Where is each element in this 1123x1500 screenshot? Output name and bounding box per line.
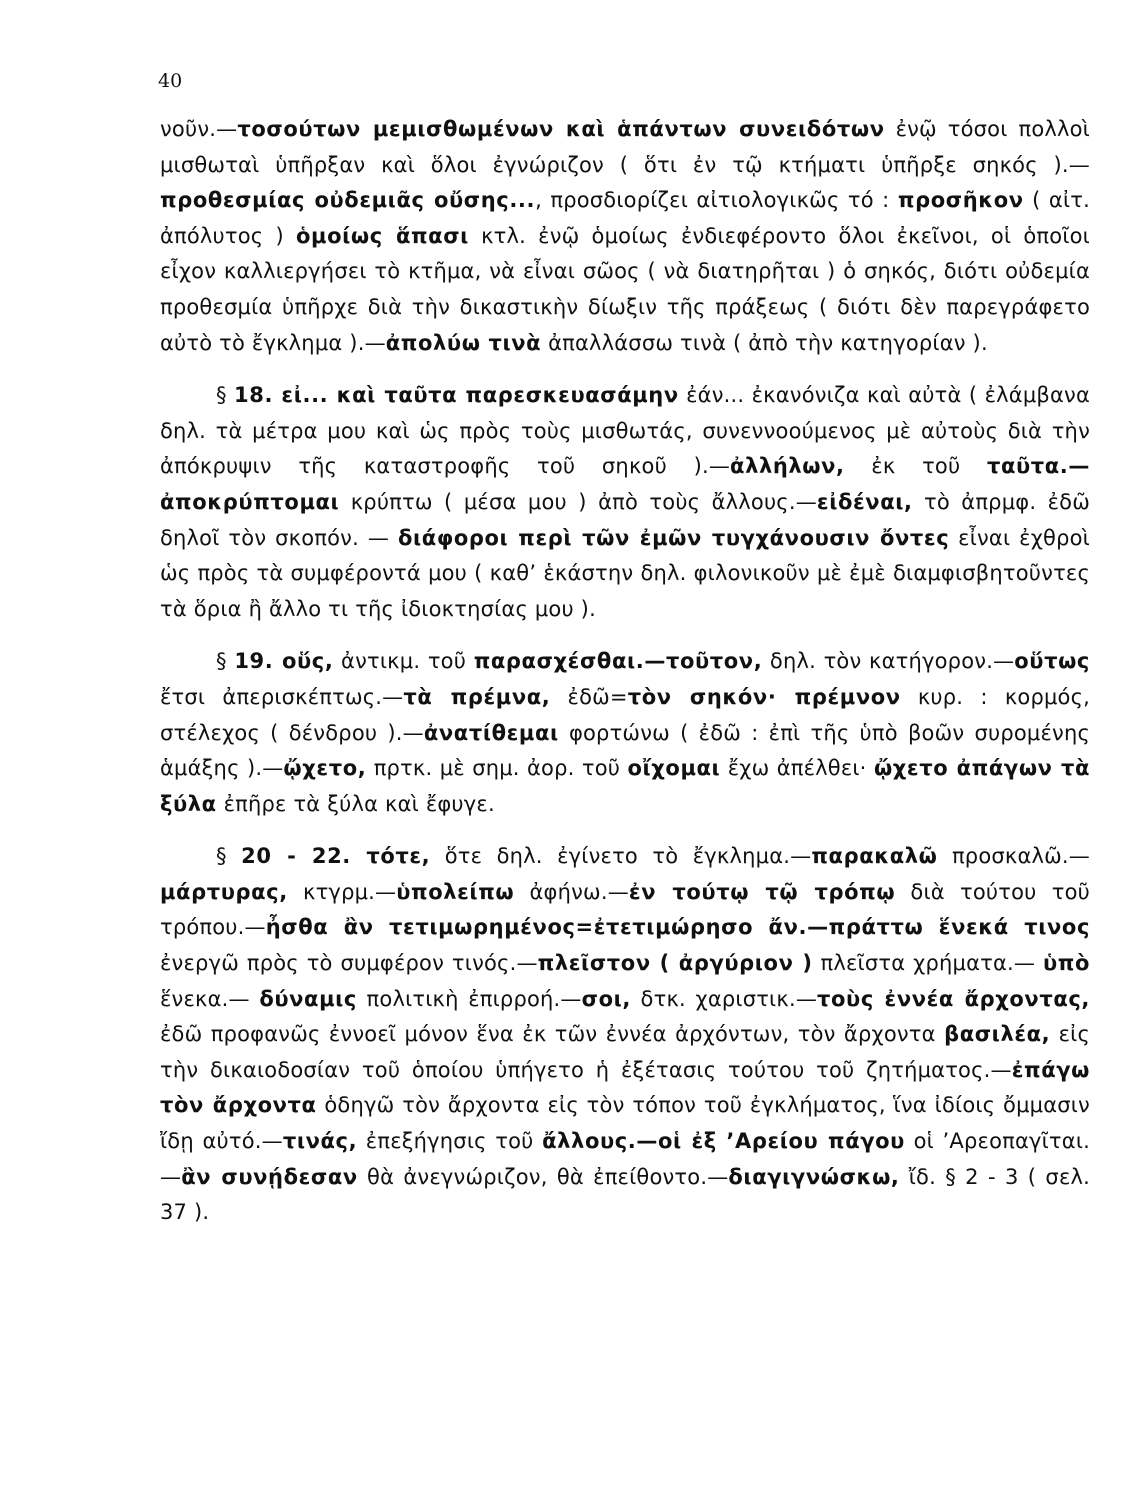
- gloss-text: ἀντικμ. τοῦ: [333, 649, 474, 674]
- lemma-bold: οὕτως: [1014, 649, 1090, 674]
- gloss-text: κτλ. ἐνῷ ὁμοίως ἐνδιεφέροντο ὅλοι ἐκεῖνοι, οἱ ὁποῖοι εἶχον καλλιεργήσει τὸ κτῆμα, νὰ εἶναι σῶος ( νὰ διατηρῆται ) ὁ σηκός, διότι οὐδεμία προθεσμία ὑπῆρχε διὰ τὴν δικαστικὴν δίωξιν τῆς πράξεως ( διότι δὲν παρεγράφετο αὐτὸ τὸ ἔγκλημα ).—: [160, 223, 1097, 355]
- gloss-text: ἔτσι ἀπερισκέπτως.—: [160, 649, 1097, 709]
- lemma-bold: 19. οὕς,: [234, 649, 334, 674]
- lemma-bold: βασιλέα,: [944, 1022, 1051, 1047]
- lemma-bold: μάρτυρας,: [160, 879, 288, 904]
- gloss-text: κυρ. : κορμός, στέλεχος ( δένδρου ).—: [160, 684, 1097, 745]
- lemma-bold: ὑπὸ: [1042, 951, 1091, 976]
- lemma-bold: ἀλλήλων,: [730, 454, 845, 479]
- gloss-text: ἀφήνω.—: [514, 879, 629, 904]
- lemma-bold: ἀπολύω τινὰ: [385, 330, 542, 355]
- gloss-text: πλεῖστα χρήματα.—: [812, 951, 1043, 976]
- lemma-bold: πλεῖστον ( ἀργύριον ): [537, 951, 813, 976]
- lemma-bold: ᾤχετο,: [283, 756, 367, 781]
- gloss-text: §: [216, 383, 235, 408]
- lemma-bold: παρακαλῶ: [811, 844, 938, 869]
- lemma-bold: τοὺς ἐννέα ἄρχοντας,: [817, 986, 1090, 1011]
- commentary-text: [160, 112, 1098, 1231]
- lemma-bold: τὰ πρέμνα,: [403, 684, 551, 709]
- gloss-text: νοῦν.—: [160, 117, 238, 141]
- gloss-text: ἐάν... ἐκανόνιζα καὶ αὐτὰ ( ἐλάμβανα δηλ. τὰ μέτρα μου καὶ ὡς πρὸς τοὺς μισθωτάς, συνεννοούμενος μὲ αὐτοὺς διὰ τὴν ἀπόκρυψιν τῆς καταστροφῆς τοῦ σηκοῦ ).—: [160, 383, 1097, 479]
- gloss-text: ὅτε δηλ. ἐγίνετο τὸ ἔγκλημα.—: [430, 844, 812, 869]
- gloss-text: προσκαλῶ.—: [937, 844, 1091, 869]
- gloss-text: §: [216, 844, 242, 869]
- gloss-text: ὁδηγῶ τὸν ἄρχοντα εἰς τὸν τόπον τοῦ ἐγκλήματος, ἵνα ἰδίοις ὄμμασιν ἴδῃ αὐτό.—: [160, 1093, 1097, 1154]
- lemma-bold: ὑπολείπω: [396, 879, 515, 904]
- gloss-text: οἱ ’Αρεοπαγῖται.—: [160, 1129, 1091, 1189]
- gloss-text: κτγρμ.—: [287, 879, 397, 904]
- lemma-bold: οἴχομαι: [627, 756, 721, 781]
- gloss-text: ἐνῷ τόσοι πολλοὶ μισθωταὶ ὑπῆρξαν καὶ ὅλοι ἐγνώριζον ( ὅτι ἐν τῷ κτήματι ὑπῆρξε σηκός ).—: [160, 117, 1097, 177]
- paragraph-section: [160, 644, 1098, 822]
- gloss-text: ἕνεκα.—: [160, 951, 1097, 1011]
- gloss-text: ἀπαλλάσσω τινὰ ( ἀπὸ τὴν κατηγορίαν ).: [541, 330, 988, 355]
- gloss-text: ἐνεργῶ πρὸς τὸ συμφέρον τινός.—: [160, 915, 1097, 976]
- page-number: 40: [158, 70, 183, 92]
- gloss-text: §: [216, 649, 235, 674]
- lemma-bold: εἰδέναι,: [816, 489, 913, 514]
- gloss-text: δηλ. τὸν κατήγορον.—: [762, 649, 1015, 674]
- lemma-bold: ἄλλους.—οἱ ἐξ ’Αρείου πάγου: [542, 1129, 905, 1154]
- lemma-bold: ἀνατίθεμαι: [423, 720, 559, 745]
- lemma-bold: ἐπάγω τὸν ἄρχοντα: [160, 1057, 1098, 1118]
- lemma-bold: δύναμις: [259, 986, 357, 1011]
- lemma-bold: ἦσθα ἂν τετιμωρημένος=ἐτετιμώρησο ἄν.—πράττω ἕνεκά τινος: [265, 915, 1090, 940]
- gloss-text: ἐπεξήγησις τοῦ: [357, 1129, 543, 1154]
- gloss-text: ( αἰτ. ἀπόλυτος ): [160, 188, 1097, 248]
- lemma-bold: σοι,: [581, 986, 631, 1011]
- lemma-bold: τὸν σηκόν· πρέμνον: [627, 684, 901, 709]
- gloss-text: ἐδῶ=: [550, 684, 628, 709]
- lemma-bold: τινάς,: [282, 1129, 358, 1154]
- paragraph-section: [160, 839, 1098, 1231]
- gloss-text: ἴδ. § 2 - 3 ( σελ. 37 ).: [160, 1164, 1097, 1225]
- gloss-text: εἶναι ἐχθροὶ ὡς πρὸς τὰ συμφέροντά μου ( καθ’ ἑκάστην δηλ. φιλονικοῦν μὲ ἐμὲ διαμφισβητοῦντες τὰ ὅρια ἢ ἄλλο τι τῆς ἰδιοκτησίας μου ).: [160, 525, 1097, 621]
- book-page: [158, 70, 1098, 1400]
- gloss-text: διὰ τούτου τοῦ τρόπου.—: [160, 879, 1097, 940]
- lemma-bold: ὁμοίως ἅπασι: [295, 223, 469, 248]
- gloss-text: κρύπτω ( μέσα μου ) ἀπὸ τοὺς ἄλλους.—: [339, 489, 817, 514]
- lemma-bold: ἂν συνῄδεσαν: [181, 1164, 358, 1189]
- gloss-text: τὸ ἀπρμφ. ἐδῶ δηλοῖ τὸν σκοπόν. —: [160, 489, 1097, 550]
- paragraph-continuation: [160, 112, 1097, 361]
- gloss-text: ἔχω ἀπέλθει·: [720, 756, 874, 781]
- lemma-bold: διάφοροι περὶ τῶν ἐμῶν τυγχάνουσιν ὄντες: [397, 525, 950, 550]
- gloss-text: ἐκ τοῦ: [844, 454, 987, 479]
- gloss-text: φορτώνω ( ἐδῶ : ἐπὶ τῆς ὑπὸ βοῶν συρομένης ἁμάξης ).—: [160, 720, 1097, 781]
- paragraph-section: [160, 378, 1097, 627]
- gloss-text: πολιτικὴ ἐπιρροή.—: [356, 986, 582, 1011]
- lemma-bold: τοσούτων μεμισθωμένων καὶ ἁπάντων συνειδότων: [237, 117, 885, 141]
- gloss-text: ἐδῶ προφανῶς ἐννοεῖ μόνον ἕνα ἐκ τῶν ἐννέα ἀρχόντων, τὸν ἄρχοντα: [160, 986, 1097, 1047]
- lemma-bold: προθεσμίας οὐδεμιᾶς οὔσης...: [160, 188, 536, 213]
- gloss-text: εἰς τὴν δικαιοδοσίαν τοῦ ὁποίου ὑπήγετο ἡ ἐξέτασις τούτου τοῦ ζητήματος.—: [160, 1022, 1097, 1082]
- lemma-bold: παρασχέσθαι.—τοῦτον,: [473, 649, 763, 674]
- gloss-text: , προσδιορίζει αἰτιολογικῶς τό :: [535, 188, 898, 213]
- lemma-bold: 18. εἰ... καὶ ταῦτα παρεσκευασάμην: [234, 383, 679, 408]
- lemma-bold: ταῦτα.—ἀποκρύπτομαι: [160, 454, 1090, 514]
- lemma-bold: 20 - 22. τότε,: [241, 844, 431, 869]
- lemma-bold: ᾤχετο ἀπάγων τὰ ξύλα: [160, 756, 1098, 816]
- lemma-bold: προσῆκον: [897, 188, 1024, 213]
- gloss-text: θὰ ἀνεγνώριζον, θὰ ἐπείθοντο.—: [357, 1164, 729, 1189]
- gloss-text: δτκ. χαριστικ.—: [630, 986, 818, 1011]
- gloss-text: πρτκ. μὲ σημ. ἀορ. τοῦ: [366, 756, 628, 781]
- lemma-bold: ἐν τούτῳ τῷ τρόπῳ: [628, 879, 896, 904]
- gloss-text: ἐπῆρε τὰ ξύλα καὶ ἔφυγε.: [216, 791, 495, 816]
- lemma-bold: διαγιγνώσκω,: [728, 1164, 900, 1189]
